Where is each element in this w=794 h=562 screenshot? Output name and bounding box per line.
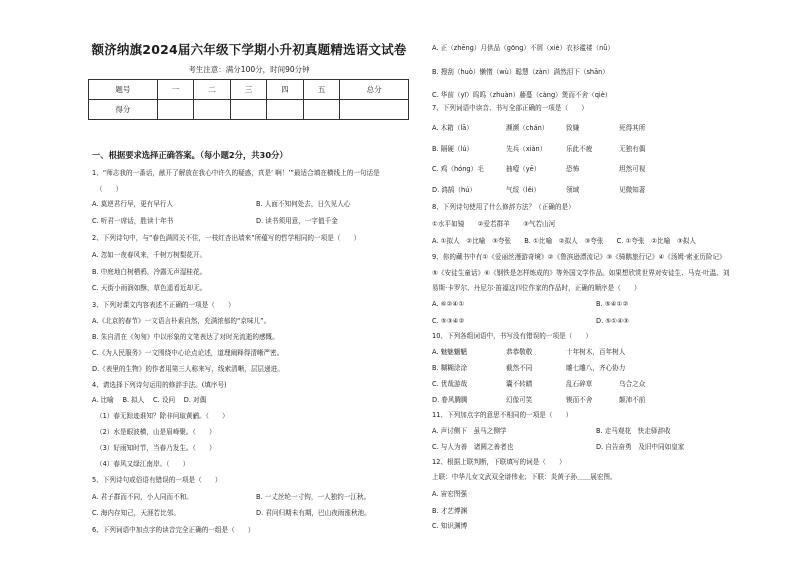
question-line: 10、下列各组词语中，书写没有错误的一项是（ ） (432, 332, 593, 340)
option-cell: A. 声讨侧下 虽马之侧学 (432, 427, 507, 435)
score-cell: 五 (303, 80, 340, 100)
option-cell: D. 自告奋勇 及旧中同如皇家 (596, 443, 685, 451)
option-cell: D. 鸿鹄（hú） (432, 186, 477, 194)
option-cell: 颠沛不前 (619, 396, 646, 404)
option-cell: 先兵（xiàn） (506, 145, 547, 153)
question-line: 9、你的藏书中有①《爱丽丝漫游奇境》②《鲁滨逊漂流记》③《骑鹅旅行记》④《汤姆·索亚历险记》 (432, 253, 726, 261)
option-cell: 锲而不舍 (566, 396, 593, 404)
section-heading: 一、根据要求选择正确答案。（每小题2分，共30分） (92, 150, 288, 160)
score-cell: 四 (267, 80, 304, 100)
question-line: A. 比喻 B. 拟人 C. 设问 D. 对偶 (92, 396, 207, 404)
option-cell: D. ⑤①④③ (596, 317, 629, 325)
question-line: （1）春无踪迹谁知？除非问取黄鹂。（ ） (96, 412, 229, 420)
option-cell: 濒濒（chán） (506, 124, 549, 132)
option-cell: A. 君子群而不同，小人同而不和。 (92, 493, 193, 501)
question-line: 易斯·卡罗尔、丹尼尔·笛福这四位作家的作品时，正确的顺序是（ ） (432, 284, 641, 292)
option-cell: 恭恭敬敬 (506, 348, 533, 356)
option-cell: 恐怖 (566, 165, 580, 173)
question-line: B. 中庭地白树栖鸦，冷露无声湿桂花。 (92, 268, 207, 276)
option-cell: 死得其所 (619, 124, 646, 132)
option-cell: 雕七雕八，齐心协力 (566, 364, 626, 372)
question-line: 5、下列诗句或俗语有错误的一项是（ ） (92, 476, 222, 484)
option-cell: B. 糊糊涂涂 (432, 364, 468, 372)
score-cell (194, 100, 231, 120)
option-cell: 致嫌 (566, 124, 580, 132)
option-cell: A. 莫逆君行早，更有早行人 (92, 200, 174, 208)
score-cell: 三 (230, 80, 267, 100)
exam-title: 额济纳旗2024届六年级下学期小升初真题精选语文试卷 (91, 42, 407, 57)
score-cell (267, 100, 304, 120)
question-line: 7、下列词语中读音、书写全部正确的一项是（ ） (432, 104, 588, 112)
option-cell: 气绥（lěi） (506, 186, 541, 194)
option-cell: A. 魅魅魍魉 (432, 348, 467, 356)
question-line: （ ） (96, 185, 123, 193)
question-line: B. 才艺博渊 (432, 507, 468, 515)
option-cell: C. 优哉游哉 (432, 380, 468, 388)
option-cell: 乌合之众 (619, 380, 646, 388)
score-cell: 得分 (89, 100, 158, 120)
option-cell: 抽噎（yē） (506, 165, 541, 173)
score-table-header-row (89, 80, 409, 100)
score-table (88, 79, 409, 120)
question-line: 1、“师志我的一番话，献开了解放在我心中许久的疑惑，真是‘ 啊！’”最适合填在横线上的一句话是 (92, 169, 380, 177)
option-cell: B. 人面不知何处去，日久见人心 (256, 200, 351, 208)
question-line: B. 朱自清在《匆匆》中以形象的文笔表达了对时光流逝的感慨。 (92, 333, 279, 341)
question-line: （3）好雨知时节，当春乃发生。（ ） (96, 444, 216, 452)
option-cell: C. 海内存知己，天涯若比邻。 (92, 509, 180, 517)
question-line: A. ①拟人 ②比喻 ③夸张 B. ①比喻 ②拟人 ③夸张 C. ①夸张 ②比喻 ③拟人 (432, 237, 696, 245)
question-line: C. 华前（yī）呜呜（zhuàn）藤蔓（càng）煲而不舍（qiè） (432, 91, 612, 99)
option-cell: 乱石碎草 (566, 380, 593, 388)
question-line: 6、下列词语中加点字的读音完全正确的一组是（ ） (92, 526, 255, 534)
question-line: （4）春风又绿江南岸。（ ） (96, 460, 190, 468)
option-cell: A. 木箱（lā） (432, 124, 473, 132)
option-cell: 幻像可笑 (506, 396, 533, 404)
option-cell: 无独有偶 (619, 145, 646, 153)
question-line: A.《北京的春节》一文语言朴素自然，充满浓郁的“京味儿”。 (92, 317, 271, 325)
score-table-score-row (89, 100, 409, 120)
question-line: ⑤《安徒生童话》⑥《钢铁是怎样炼成的》等外国文学作品。如果想欣赏世界对安徒生、马克·吐温、刘 (432, 269, 730, 277)
question-line: C. 知识渊博 (432, 522, 468, 530)
exam-notice: 考生注意：满分100分，时间90分钟 (188, 65, 310, 74)
score-cell: 二 (194, 80, 231, 100)
question-line: B. 搜刮（huò）懒惰（wù）聪慧（zàn）满然泪下（shān） (432, 68, 609, 76)
question-line: 11、下列加点字的意思不相同的一项是（ ） (432, 411, 573, 419)
question-line: （2）水是眼波横，山是眉峰聚。（ ） (96, 428, 216, 436)
question-line: A. 忽如一夜春风来，千树万树梨花开。 (92, 251, 207, 259)
score-cell: 一 (157, 80, 194, 100)
option-cell: 十年树木，百年树人 (566, 348, 626, 356)
question-line: 8、下列诗句使用了什么修辞方法？（正确的是） (432, 203, 575, 211)
question-line: 3、下列对课文内容表述不正确的一项是（ ） (92, 301, 235, 309)
option-cell: 囊不转睛 (506, 380, 533, 388)
score-cell: 题号 (89, 80, 158, 100)
question-line: A. 宙宏图强 (432, 490, 467, 498)
option-cell: 见微知著 (619, 186, 646, 194)
question-line: 2、下列诗句中，与“春色满园关不住，一枝红杏出墙来”所蕴写的哲学相同的一项是（ ） (92, 234, 361, 242)
score-cell (303, 100, 340, 120)
question-line: D.《表里的生物》的作者用第三人称来写，线索清晰，层层递进。 (92, 365, 284, 373)
option-cell: A. ⑥②④① (432, 300, 465, 308)
question-line: C.《为人民服务》一文围绕中心论点论述，道理阐释得清晰严密。 (92, 349, 284, 357)
question-line: A. 正（zhēng）月供品（gōng）不屑（xiè）衣衫褴褛（nǚ） (432, 44, 615, 52)
question-line: 上联：中华儿女文武双全谱伟业；下联：炎黄子孙＿＿展宏图。 (432, 473, 617, 481)
option-cell: C. 鸡（hóng）毛 (432, 165, 484, 173)
option-cell: 乐此不疲 (566, 145, 593, 153)
score-cell (157, 100, 194, 120)
question-line: ①水平如镜 ②爱若群羊 ③气若山河 (432, 220, 556, 228)
question-line: C. 天街小雨润如酥，草色遥看近却无。 (92, 284, 207, 292)
option-cell: C. 听君一席话，胜读十年书 (92, 217, 174, 225)
option-cell: C. ⑤③④② (432, 317, 465, 325)
option-cell: D. 君问归期未有期，巴山夜雨涨秋池。 (256, 509, 371, 517)
score-cell (340, 100, 409, 120)
score-cell: 总分 (340, 80, 409, 100)
option-cell: 坦然可视 (619, 165, 646, 173)
option-cell: 领域 (566, 186, 580, 194)
option-cell: B. 一丈丝纶一寸钩，一人独钓一江秋。 (256, 493, 371, 501)
option-cell: B. 隔硬（lú） (432, 145, 474, 153)
option-cell: D. 眷风腾腾 (432, 396, 468, 404)
option-cell: 截然不同 (506, 364, 533, 372)
question-line: 12、根据上联判断，下联填写的词是（ ） (432, 458, 566, 466)
option-cell: D. 读书须用意，一字值千金 (256, 217, 338, 225)
option-cell: B. 走马观花 快走驿辞收 (596, 427, 671, 435)
option-cell: C. 与人为善 诸圆之善者也 (432, 443, 514, 451)
score-cell (230, 100, 267, 120)
option-cell: B. ⑤④①② (596, 300, 629, 308)
question-line: 4、请选择下列诗句运用的修辞手法。(填序号) (92, 381, 227, 389)
